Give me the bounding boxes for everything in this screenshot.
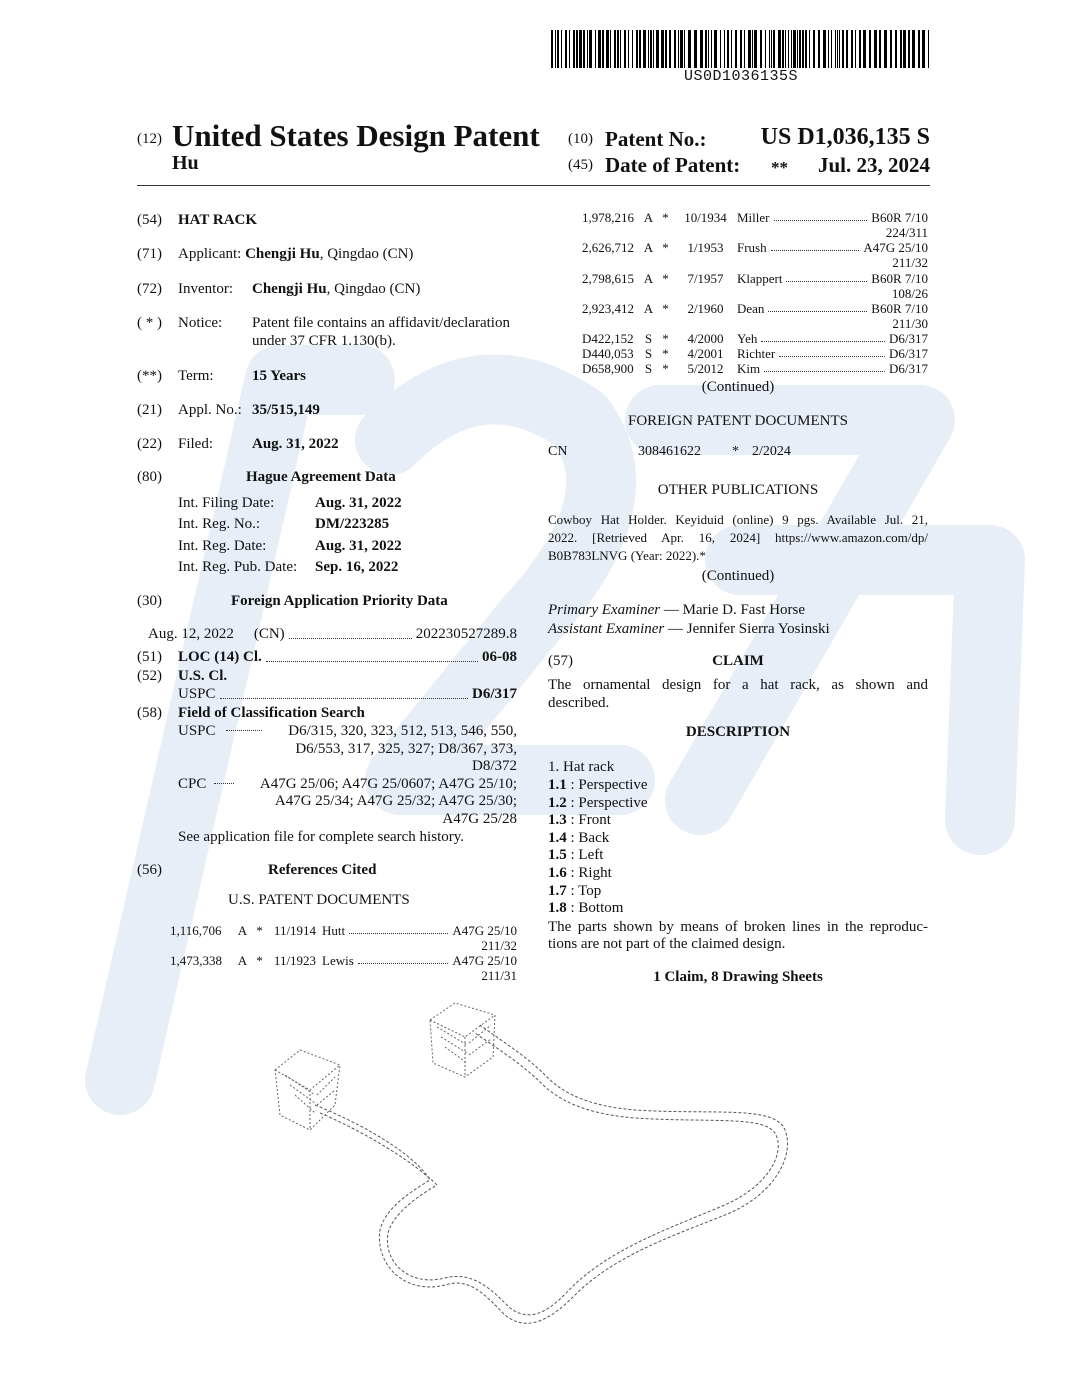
field-uspc-line-2: D6/553, 317, 325, 327; D8/367, 373,: [295, 741, 517, 757]
barcode-bar: [855, 30, 856, 68]
term-label: Term:: [178, 368, 214, 384]
barcode-bar: [895, 30, 897, 68]
publication-line-1: Cowboy Hat Holder. Keyiduid (online) 9 pgs. Available Jul. 21,: [548, 512, 928, 527]
ref-date: 11/1923: [273, 953, 317, 968]
barcode-bar: [653, 30, 654, 68]
ref-subclass: 211/31: [481, 968, 517, 983]
ref-number: 2,626,712: [582, 240, 634, 255]
field-uspc-line-1: D6/315, 320, 323, 512, 513, 546, 550,: [288, 723, 517, 739]
barcode-bar: [890, 30, 892, 68]
barcode-bar: [614, 30, 616, 68]
barcode-bar: [573, 30, 575, 68]
claim-heading: CLAIM: [712, 653, 764, 669]
description-item-number: 1.3: [548, 812, 567, 829]
notice-line-1: Patent file contains an affidavit/declaration: [252, 315, 510, 331]
field-search-heading: Field of Classification Search: [178, 705, 365, 721]
code-72: (72): [137, 281, 162, 297]
other-pubs-heading: OTHER PUBLICATIONS: [657, 482, 819, 498]
barcode-bar: [788, 30, 789, 68]
barcode-bar: [782, 30, 784, 68]
patent-no-label: Patent No.:: [605, 127, 707, 151]
ref-number: 1,473,338: [170, 953, 222, 968]
references-heading: References Cited: [268, 862, 377, 878]
barcode-bar: [754, 30, 757, 68]
description-list: [548, 777, 648, 918]
barcode-bar: [551, 30, 553, 68]
claims-summary: 1 Claim, 8 Drawing Sheets: [653, 969, 823, 985]
barcode-bar: [731, 30, 732, 68]
description-item-number: 1.4: [548, 829, 567, 846]
claim-line-1: The ornamental design for a hat rack, as shown and: [548, 677, 928, 693]
ref-name: Miller: [737, 210, 770, 225]
barcode-bar: [740, 30, 742, 68]
description-item-view: : Right: [570, 864, 612, 881]
barcode-bar: [561, 30, 562, 68]
hague-heading: Hague Agreement Data: [246, 469, 396, 485]
priority-heading: Foreign Application Priority Data: [231, 593, 448, 609]
barcode-bar: [769, 30, 770, 68]
hague-label-4: Int. Reg. Pub. Date:: [178, 559, 298, 575]
barcode-bar: [928, 30, 929, 68]
priority-country: (CN): [253, 626, 285, 642]
barcode-bar: [839, 30, 840, 68]
hague-value-2: DM/223285: [315, 516, 390, 532]
description-item: [548, 795, 648, 813]
ref-class: D6/317: [889, 361, 928, 376]
barcode-bar: [598, 30, 601, 68]
ref-number: D422,152: [582, 331, 634, 346]
code-80: (80): [137, 469, 162, 485]
barcode-bar: [650, 30, 652, 68]
code-term: (**): [137, 368, 162, 384]
reference-row: [582, 331, 928, 346]
barcode-bar: [576, 30, 578, 68]
description-item-view: : Bottom: [570, 900, 624, 917]
barcode-bar: [669, 30, 671, 68]
notice-label: Notice:: [178, 315, 223, 331]
priority-date: Aug. 12, 2022: [148, 626, 234, 642]
ref-number: D440,053: [582, 346, 634, 361]
publication-line-3: B0B783LNVG (Year: 2022).*: [548, 548, 706, 563]
assistant-examiner-name: — Jennifer Sierra Yosinski: [668, 621, 830, 637]
barcode-bar: [583, 30, 585, 68]
broken-lines-note-2: tions are not part of the claimed design.: [548, 936, 786, 952]
field-uspc-line-3: D8/372: [472, 758, 517, 774]
barcode-bar: [632, 30, 633, 68]
document-title: United States Design Patent: [172, 118, 540, 153]
ref-number: D658,900: [582, 361, 634, 376]
ref-class: B60R 7/10: [871, 210, 928, 225]
ref-star: *: [662, 210, 669, 225]
barcode-bar: [835, 30, 836, 68]
barcode-bar: [884, 30, 887, 68]
barcode-number: US0D1036135S: [683, 68, 799, 85]
foreign-date: 2/2024: [752, 444, 791, 459]
barcode-bar: [903, 30, 906, 68]
code-51: (51): [137, 649, 162, 665]
description-item-view: : Back: [570, 829, 610, 846]
ref-kind: A: [643, 271, 654, 286]
barcode-bar: [661, 30, 664, 68]
description-first-item: 1. Hat rack: [548, 759, 615, 775]
barcode-bar: [724, 30, 725, 68]
ref-number: 1,116,706: [170, 923, 222, 938]
ref-name: Richter: [737, 346, 776, 361]
barcode-bar: [799, 30, 801, 68]
assistant-examiner-label: Assistant Examiner: [548, 621, 665, 637]
code-71: (71): [137, 246, 162, 262]
term-value: 15 Years: [252, 368, 307, 384]
uspc-row: [178, 685, 517, 703]
barcode-bar: [851, 30, 853, 68]
ref-star: *: [662, 240, 669, 255]
ref-star: *: [256, 923, 263, 938]
ref-kind: S: [644, 331, 653, 346]
ref-kind: S: [644, 346, 653, 361]
design-title: HAT RACK: [178, 212, 258, 228]
barcode-bar: [602, 30, 604, 68]
ref-class: D6/317: [889, 331, 928, 346]
reference-row: [582, 301, 928, 331]
barcode-bar: [565, 30, 567, 68]
ref-subclass: 224/311: [885, 225, 928, 240]
ref-date: 5/2012: [687, 361, 724, 376]
barcode-bar: [678, 30, 679, 68]
ref-class: B60R 7/10: [871, 301, 928, 316]
ref-name: Lewis: [322, 953, 354, 968]
filed-value: Aug. 31, 2022: [252, 436, 339, 452]
barcode-bar: [680, 30, 683, 68]
uspc-value: D6/317: [472, 686, 517, 702]
barcode-bar: [900, 30, 902, 68]
ref-name: Hutt: [322, 923, 346, 938]
hague-value-3: Aug. 31, 2022: [315, 538, 402, 554]
barcode-bar: [828, 30, 829, 68]
barcode-bar: [831, 30, 832, 68]
inventor-label: Inventor:: [178, 281, 233, 297]
barcode-bar: [879, 30, 881, 68]
barcode-bar: [610, 30, 611, 68]
applicant-name: Chengji Hu: [245, 246, 320, 262]
ref-subclass: 211/30: [892, 316, 928, 331]
assistant-examiner: [548, 620, 830, 638]
description-item-number: 1.8: [548, 900, 567, 917]
description-item-number: 1.7: [548, 882, 567, 899]
barcode-bar: [589, 30, 592, 68]
barcode-bar: [705, 30, 707, 68]
ref-date: 11/1914: [273, 923, 317, 938]
description-item-view: : Front: [570, 812, 611, 829]
barcode-bar: [714, 30, 717, 68]
barcode-bar: [700, 30, 703, 68]
barcode-bar: [636, 30, 638, 68]
ref-star: *: [662, 301, 669, 316]
ref-number: 2,923,412: [582, 301, 634, 316]
ref-subclass: 211/32: [892, 255, 928, 270]
ref-date: 10/1934: [684, 210, 727, 225]
ref-number: 2,798,615: [582, 271, 634, 286]
barcode-bar: [688, 30, 691, 68]
barcode-bar: [656, 30, 659, 68]
code-58: (58): [137, 705, 162, 721]
ref-class: A47G 25/10: [863, 240, 928, 255]
code-10: (10): [568, 131, 593, 147]
barcode-bar: [922, 30, 925, 68]
ref-class: B60R 7/10: [871, 271, 928, 286]
barcode-bar: [557, 30, 559, 68]
field-cpc-line-2: A47G 25/34; A47G 25/32; A47G 25/30;: [274, 793, 517, 809]
inventor-location: , Qingdao (CN): [326, 281, 421, 297]
description-item-view: : Left: [570, 847, 604, 864]
barcode-bar: [727, 30, 729, 68]
description-item-view: : Perspective: [570, 794, 648, 811]
ref-date: 4/2000: [687, 331, 724, 346]
date-label: Date of Patent:: [605, 153, 741, 177]
description-item-view: : Perspective: [570, 777, 648, 793]
barcode-bar: [908, 30, 910, 68]
barcode-bar: [606, 30, 609, 68]
hague-value-4: Sep. 16, 2022: [315, 559, 399, 575]
ref-class: A47G 25/10: [452, 923, 517, 938]
description-heading: DESCRIPTION: [685, 724, 791, 740]
ref-date: 7/1957: [687, 271, 724, 286]
barcode-bar: [869, 30, 871, 68]
description-item-view: : Top: [570, 882, 602, 899]
barcode-bar: [823, 30, 826, 68]
inventor-name: Chengji Hu: [252, 281, 327, 297]
appl-no-label: Appl. No.:: [178, 402, 242, 418]
field-cpc-line-1: A47G 25/06; A47G 25/0607; A47G 25/10;: [259, 776, 517, 792]
description-item: [548, 812, 648, 830]
reference-row: [582, 346, 928, 361]
ref-kind: A: [643, 301, 654, 316]
barcode-bar: [748, 30, 751, 68]
barcode-bar: [620, 30, 621, 68]
code-57: (57): [548, 653, 573, 669]
barcode-bar: [752, 30, 753, 68]
barcode-bar: [760, 30, 762, 68]
applicant-location: , Qingdao (CN): [319, 246, 414, 262]
ref-subclass: 211/32: [481, 938, 517, 953]
continued-label: (Continued): [701, 379, 775, 395]
foreign-star: *: [732, 444, 739, 459]
date-marker: **: [771, 158, 788, 177]
barcode-bar: [587, 30, 588, 68]
notice-line-2: under 37 CFR 1.130(b).: [252, 333, 396, 349]
barcode-bar: [579, 30, 582, 68]
description-item: [548, 865, 648, 883]
ref-class: A47G 25/10: [452, 953, 517, 968]
field-cpc-label: CPC: [178, 776, 207, 792]
barcode-bar: [773, 30, 775, 68]
ref-kind: A: [237, 953, 248, 968]
description-item-number: 1.5: [548, 847, 567, 864]
code-30: (30): [137, 593, 162, 609]
barcode-bar: [813, 30, 815, 68]
code-45: (45): [568, 157, 593, 173]
reference-row: [170, 953, 517, 983]
barcode-bar: [708, 30, 709, 68]
barcode-bar: [765, 30, 766, 68]
barcode-bar: [791, 30, 792, 68]
code-22: (22): [137, 436, 162, 452]
ref-name: Frush: [737, 240, 767, 255]
reference-row: [582, 210, 928, 240]
ref-name: Dean: [737, 301, 765, 316]
loc-label: LOC (14) Cl.: [178, 649, 262, 665]
barcode-bar: [874, 30, 877, 68]
barcode-bar: [793, 30, 796, 68]
barcode-bar: [684, 30, 685, 68]
ref-name: Kim: [737, 361, 761, 376]
barcode-bar: [859, 30, 861, 68]
reference-row: [582, 271, 928, 301]
barcode-bar: [837, 30, 838, 68]
primary-examiner-label: Primary Examiner: [548, 602, 661, 618]
foreign-number: 308461622: [638, 444, 701, 459]
hague-label-1: Int. Filing Date:: [178, 495, 275, 511]
field-cpc-dots: [214, 783, 234, 784]
description-item: [548, 883, 648, 901]
barcode-bar: [785, 30, 786, 68]
ref-date: 1/1953: [687, 240, 724, 255]
ref-kind: A: [643, 210, 654, 225]
reference-row: [582, 361, 928, 376]
primary-examiner-name: — Marie D. Fast Horse: [663, 602, 806, 618]
barcode-bar: [846, 30, 848, 68]
barcode-bar: [617, 30, 619, 68]
inventor-short: Hu: [172, 152, 199, 174]
inventor-field: [252, 280, 420, 298]
barcode-bar: [744, 30, 745, 68]
ref-name: Klappert: [737, 271, 783, 286]
appl-no-value: 35/515,149: [252, 402, 320, 418]
header-rule: [137, 185, 930, 186]
ref-kind: A: [643, 240, 654, 255]
barcode-bar: [569, 30, 570, 68]
ref-star: *: [662, 331, 669, 346]
barcode-bar: [639, 30, 641, 68]
hague-value-1: Aug. 31, 2022: [315, 495, 402, 511]
barcode-bar: [628, 30, 629, 68]
priority-number: 202230527289.8: [415, 626, 517, 642]
barcode: [551, 30, 931, 68]
description-item: [548, 900, 648, 918]
code-52: (52): [137, 668, 162, 684]
applicant-field: [178, 245, 413, 263]
barcode-bar: [694, 30, 697, 68]
description-item: [548, 777, 648, 795]
loc-value: 06-08: [482, 649, 517, 665]
barcode-bar: [555, 30, 556, 68]
ref-star: *: [662, 346, 669, 361]
barcode-bar: [648, 30, 649, 68]
ref-class: D6/317: [889, 346, 928, 361]
barcode-bar: [624, 30, 626, 68]
code-notice: ( * ): [137, 315, 162, 331]
barcode-bar: [735, 30, 737, 68]
barcode-bar: [643, 30, 646, 68]
barcode-bar: [918, 30, 920, 68]
barcode-bar: [863, 30, 866, 68]
description-item: [548, 847, 648, 865]
barcode-bar: [674, 30, 676, 68]
field-uspc-label: USPC: [178, 723, 216, 739]
barcode-bar: [797, 30, 798, 68]
barcode-bar: [595, 30, 596, 68]
search-history-note: See application file for complete search history.: [178, 829, 465, 845]
barcode-bar: [805, 30, 807, 68]
barcode-bar: [711, 30, 712, 68]
barcode-bar: [771, 30, 772, 68]
hague-label-2: Int. Reg. No.:: [178, 516, 261, 532]
patent-date: Jul. 23, 2024: [817, 153, 930, 177]
barcode-bar: [720, 30, 721, 68]
ref-kind: S: [644, 361, 653, 376]
barcode-bar: [809, 30, 810, 68]
barcode-bar: [842, 30, 844, 68]
code-54: (54): [137, 212, 162, 228]
field-uspc-dots: [226, 730, 262, 731]
priority-row: [148, 625, 517, 643]
ref-kind: A: [237, 923, 248, 938]
description-item-number: 1.1: [548, 777, 567, 793]
ref-date: 2/1960: [687, 301, 724, 316]
barcode-bar: [818, 30, 820, 68]
claim-line-2: described.: [548, 695, 610, 711]
code-56: (56): [137, 862, 162, 878]
filed-label: Filed:: [178, 436, 214, 452]
ref-star: *: [256, 953, 263, 968]
field-cpc-line-3: A47G 25/28: [442, 811, 517, 827]
code-12: (12): [137, 131, 162, 147]
ref-star: *: [662, 271, 669, 286]
primary-examiner: [548, 601, 805, 619]
applicant-label: Applicant:: [178, 246, 242, 262]
code-21: (21): [137, 402, 162, 418]
broken-lines-note-1: The parts shown by means of broken lines in the reproduc-: [548, 919, 928, 935]
hat-rack-drawing: [255, 995, 815, 1340]
barcode-bar: [778, 30, 781, 68]
barcode-bar: [665, 30, 667, 68]
reference-row: [170, 923, 517, 953]
ref-subclass: 108/26: [891, 286, 928, 301]
ref-date: 4/2001: [687, 346, 724, 361]
uspc-label: USPC: [178, 686, 216, 702]
continued-label: (Continued): [701, 568, 775, 584]
foreign-country: CN: [548, 444, 568, 459]
ref-number: 1,978,216: [582, 210, 634, 225]
us-patent-docs-heading: U.S. PATENT DOCUMENTS: [228, 892, 410, 908]
description-item-number: 1.6: [548, 864, 567, 881]
loc-row: [178, 648, 517, 666]
description-item: [548, 830, 648, 848]
reference-row: [582, 240, 928, 270]
foreign-docs-heading: FOREIGN PATENT DOCUMENTS: [627, 413, 849, 429]
barcode-bar: [802, 30, 804, 68]
barcode-bar: [912, 30, 915, 68]
uscl-label: U.S. Cl.: [178, 668, 228, 684]
patent-number: US D1,036,135 S: [760, 124, 930, 150]
ref-star: *: [662, 361, 669, 376]
description-item-number: 1.2: [548, 794, 567, 811]
publication-line-2: 2022. [Retrieved Apr. 16, 2024] https://www.amazon.com/dp/: [548, 530, 928, 545]
ref-name: Yeh: [737, 331, 758, 346]
hague-label-3: Int. Reg. Date:: [178, 538, 267, 554]
